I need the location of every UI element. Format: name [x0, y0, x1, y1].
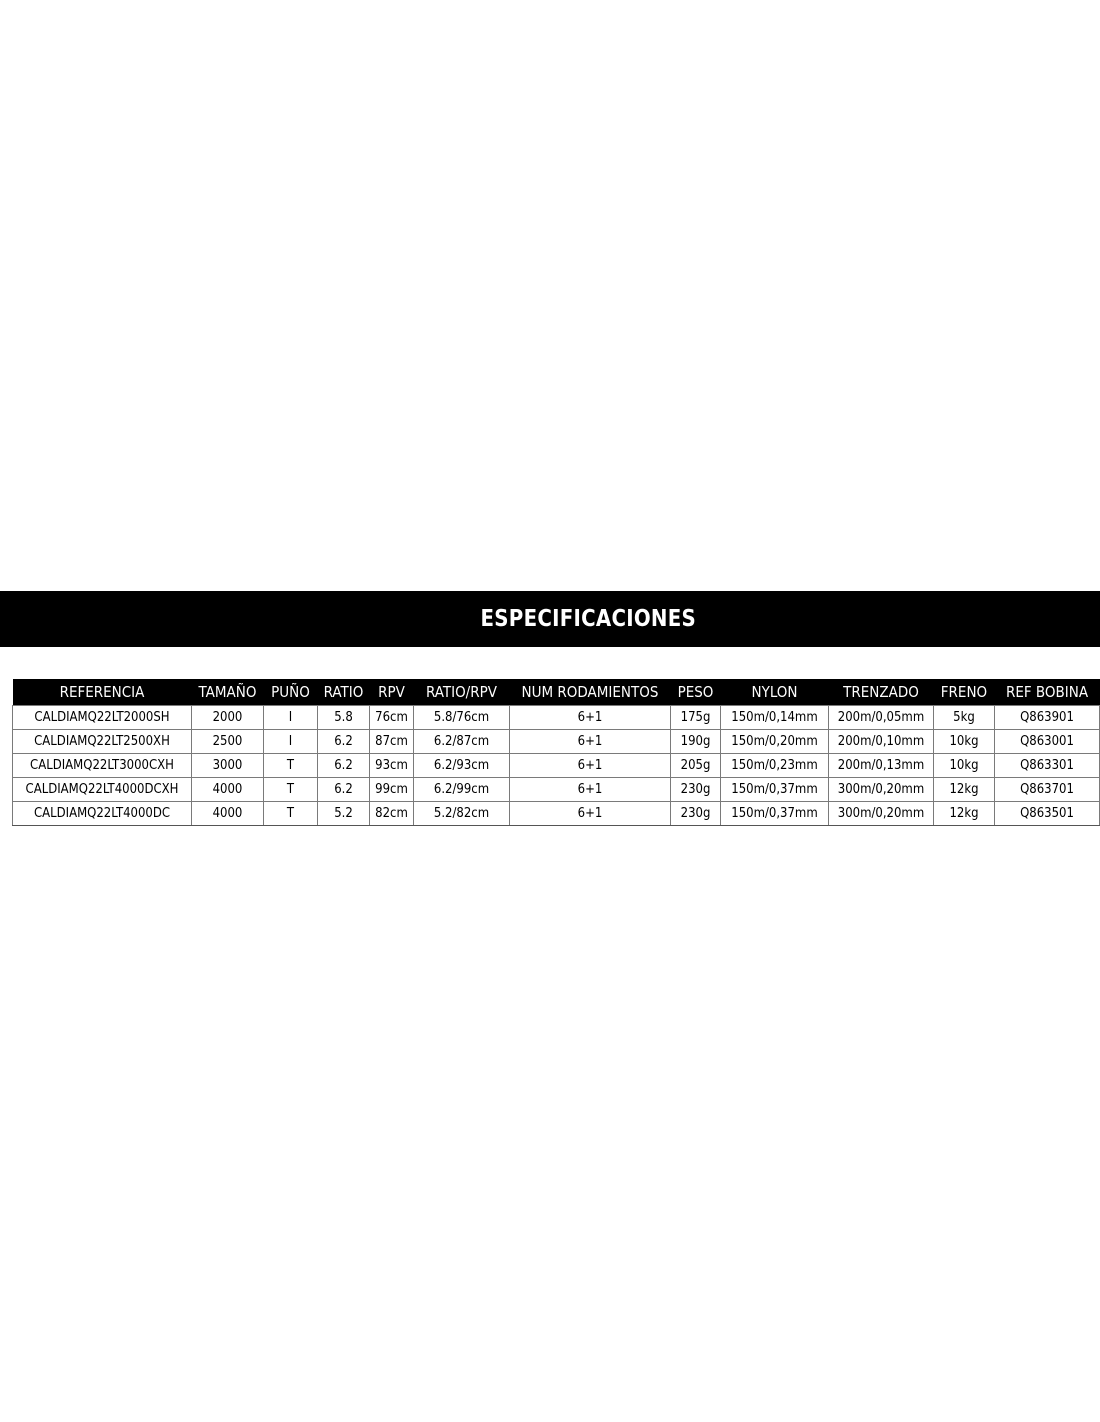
- cell-rpv: 87cm: [370, 730, 414, 754]
- cell-ref-bobina: Q863701: [995, 778, 1100, 802]
- table-row: [13, 802, 1100, 826]
- cell-tamano: 4000: [192, 802, 264, 826]
- cell-freno: 12kg: [934, 802, 995, 826]
- cell-freno: 5kg: [934, 706, 995, 730]
- header-referencia: REFERENCIA: [13, 679, 192, 706]
- cell-ratio-rpv: 6.2/93cm: [414, 754, 510, 778]
- table-row: [13, 778, 1100, 802]
- cell-freno: 12kg: [934, 778, 995, 802]
- cell-num-rodamientos: 6+1: [510, 706, 671, 730]
- cell-trenzado: 300m/0,20mm: [829, 802, 934, 826]
- cell-ratio-rpv: 5.2/82cm: [414, 802, 510, 826]
- cell-puno: T: [264, 754, 318, 778]
- cell-referencia: CALDIAMQ22LT4000DCXH: [13, 778, 192, 802]
- cell-ref-bobina: Q863001: [995, 730, 1100, 754]
- cell-ratio-rpv: 5.8/76cm: [414, 706, 510, 730]
- header-ratio: RATIO: [318, 679, 370, 706]
- cell-nylon: 150m/0,14mm: [721, 706, 829, 730]
- cell-ref-bobina: Q863301: [995, 754, 1100, 778]
- cell-num-rodamientos: 6+1: [510, 754, 671, 778]
- specifications-table: [12, 679, 1100, 826]
- cell-trenzado: 300m/0,20mm: [829, 778, 934, 802]
- cell-num-rodamientos: 6+1: [510, 802, 671, 826]
- cell-puno: T: [264, 802, 318, 826]
- cell-rpv: 99cm: [370, 778, 414, 802]
- page-title: ESPECIFICACIONES: [480, 606, 696, 632]
- header-freno: FRENO: [934, 679, 995, 706]
- cell-nylon: 150m/0,23mm: [721, 754, 829, 778]
- cell-ratio-rpv: 6.2/87cm: [414, 730, 510, 754]
- cell-puno: I: [264, 706, 318, 730]
- table-row: [13, 730, 1100, 754]
- cell-freno: 10kg: [934, 754, 995, 778]
- table-row: [13, 754, 1100, 778]
- cell-num-rodamientos: 6+1: [510, 730, 671, 754]
- cell-num-rodamientos: 6+1: [510, 778, 671, 802]
- cell-ratio-rpv: 6.2/99cm: [414, 778, 510, 802]
- cell-rpv: 76cm: [370, 706, 414, 730]
- cell-peso: 175g: [671, 706, 721, 730]
- header-num-rodamientos: NUM RODAMIENTOS: [510, 679, 671, 706]
- cell-ref-bobina: Q863501: [995, 802, 1100, 826]
- cell-nylon: 150m/0,37mm: [721, 802, 829, 826]
- cell-trenzado: 200m/0,13mm: [829, 754, 934, 778]
- header-peso: PESO: [671, 679, 721, 706]
- cell-referencia: CALDIAMQ22LT4000DC: [13, 802, 192, 826]
- cell-nylon: 150m/0,20mm: [721, 730, 829, 754]
- cell-tamano: 3000: [192, 754, 264, 778]
- cell-peso: 230g: [671, 802, 721, 826]
- header-ratio-rpv: RATIO/RPV: [414, 679, 510, 706]
- cell-ref-bobina: Q863901: [995, 706, 1100, 730]
- cell-tamano: 2500: [192, 730, 264, 754]
- cell-puno: T: [264, 778, 318, 802]
- header-ref-bobina: REF BOBINA: [995, 679, 1100, 706]
- cell-rpv: 93cm: [370, 754, 414, 778]
- cell-referencia: CALDIAMQ22LT3000CXH: [13, 754, 192, 778]
- header-puno: PUÑO: [264, 679, 318, 706]
- cell-ratio: 6.2: [318, 778, 370, 802]
- header-rpv: RPV: [370, 679, 414, 706]
- cell-trenzado: 200m/0,05mm: [829, 706, 934, 730]
- cell-trenzado: 200m/0,10mm: [829, 730, 934, 754]
- header-nylon: NYLON: [721, 679, 829, 706]
- header-tamano: TAMAÑO: [192, 679, 264, 706]
- cell-ratio: 5.8: [318, 706, 370, 730]
- cell-peso: 205g: [671, 754, 721, 778]
- cell-referencia: CALDIAMQ22LT2000SH: [13, 706, 192, 730]
- specifications-banner: [0, 591, 1100, 647]
- table-row: [13, 706, 1100, 730]
- header-trenzado: TRENZADO: [829, 679, 934, 706]
- cell-tamano: 2000: [192, 706, 264, 730]
- cell-puno: I: [264, 730, 318, 754]
- cell-ratio: 6.2: [318, 754, 370, 778]
- cell-referencia: CALDIAMQ22LT2500XH: [13, 730, 192, 754]
- table-header-row: [13, 679, 1100, 706]
- cell-tamano: 4000: [192, 778, 264, 802]
- cell-freno: 10kg: [934, 730, 995, 754]
- cell-ratio: 6.2: [318, 730, 370, 754]
- cell-peso: 190g: [671, 730, 721, 754]
- cell-nylon: 150m/0,37mm: [721, 778, 829, 802]
- cell-ratio: 5.2: [318, 802, 370, 826]
- cell-rpv: 82cm: [370, 802, 414, 826]
- cell-peso: 230g: [671, 778, 721, 802]
